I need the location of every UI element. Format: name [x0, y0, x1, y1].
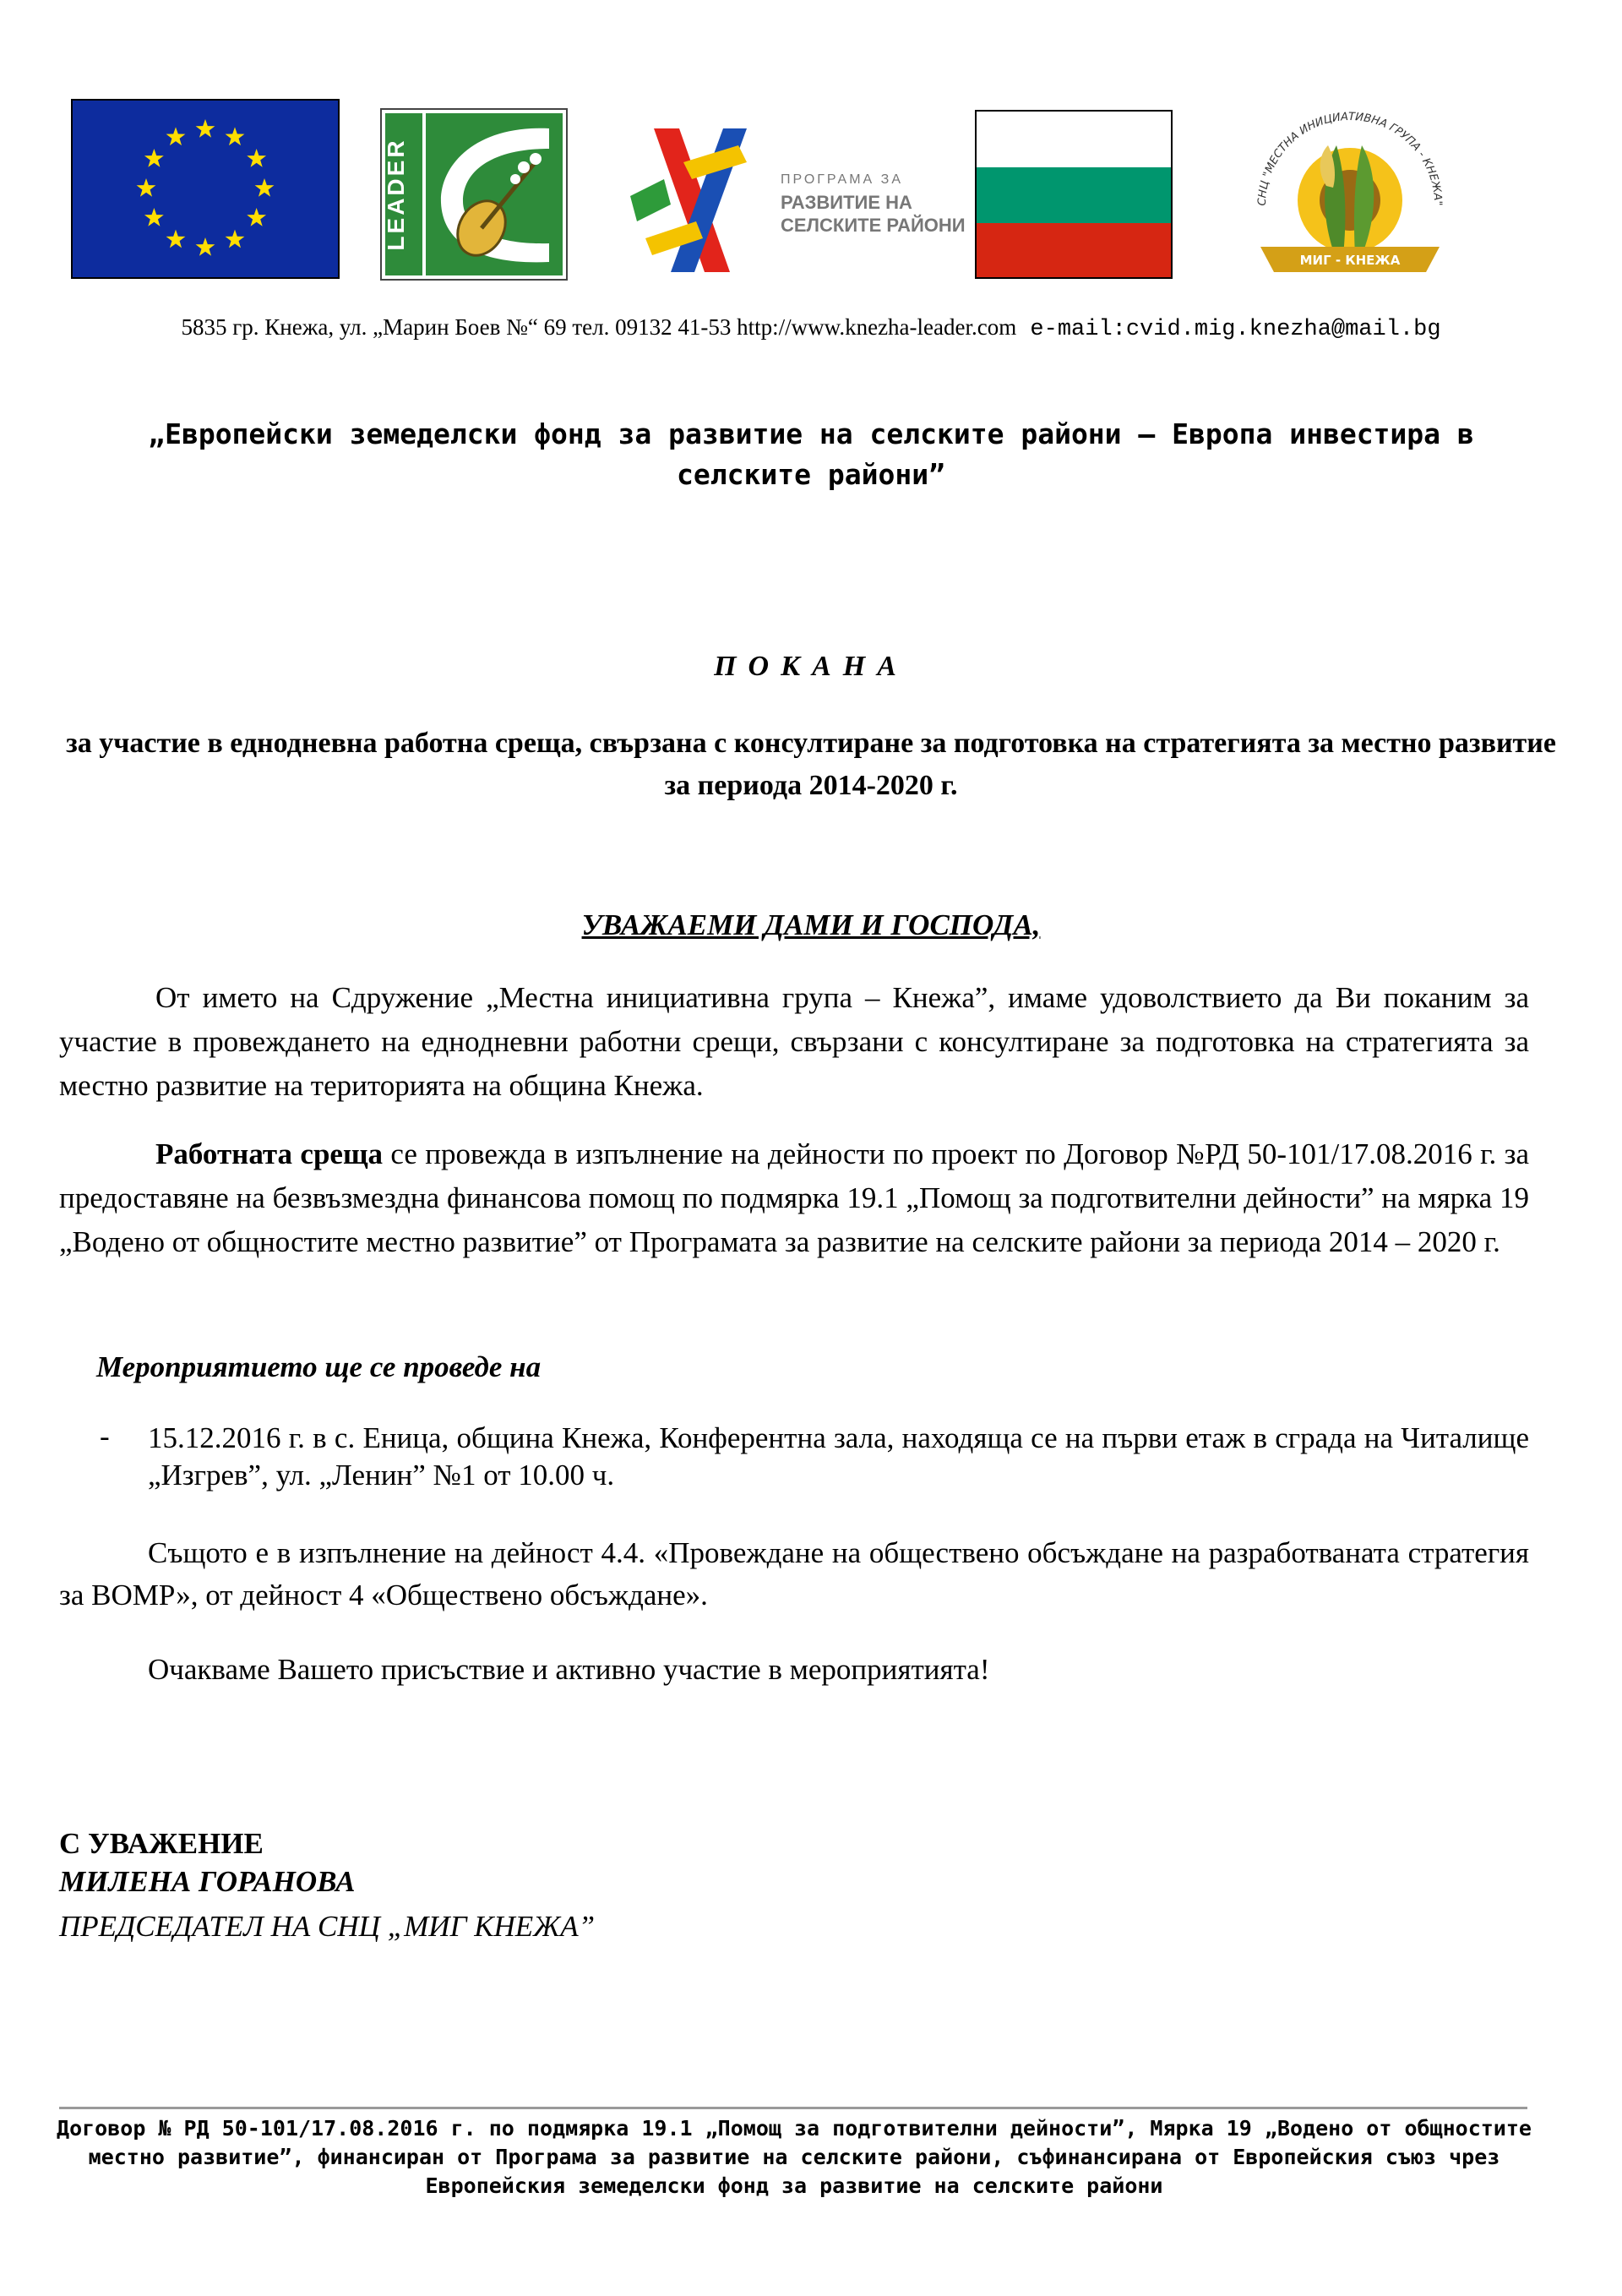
- event-bullet-dash: -: [100, 1420, 110, 1453]
- email-text: e-mail:cvid.mig.knezha@mail.bg: [1016, 317, 1441, 342]
- footer-contract-note: Договор № РД 50-101/17.08.2016 г. по подмярка 19.1 „Помощ за подготвителни дейности”, Мярка 19 „Водено от общностите местно развитие”, финансиран от Програма за развитие на селските райони, съфинансирана от Европейския съюз чрез Европейския земеделски фонд за развитие на селските райони: [57, 2116, 1532, 2198]
- signature-closing: С УВАЖЕНИЕ: [59, 1827, 264, 1860]
- paragraph-project-lead: Работната среща: [155, 1137, 384, 1170]
- rural-development-programme-logo: [620, 112, 1021, 281]
- programme-text-line3: СЕЛСКИТЕ РАЙОНИ: [781, 215, 966, 236]
- salutation: УВАЖАЕМИ ДАМИ И ГОСПОДА,: [581, 908, 1041, 941]
- bulgarian-flag-logo: [975, 110, 1173, 279]
- mig-arc-text: СНЦ "МЕСТНА ИНИЦИАТИВНА ГРУПА - КНЕЖА": [1255, 110, 1445, 206]
- event-label: Мероприятието ще се проведе на: [96, 1350, 542, 1383]
- invitation-title: ПОКАНА: [714, 651, 908, 682]
- signature-name: МИЛЕНА ГОРАНОВА: [59, 1865, 356, 1898]
- invitation-subtitle: за участие в еднодневна работна среща, свързана с консултиране за подготовка на стратегията за местно развитие за периода 2014-2020 г.: [66, 728, 1556, 801]
- paragraph-intro: От името на Сдружение „Местна инициативна група – Кнежа”, имаме удоволствието да Ви поканим за участие в провеждането на еднодневни работни срещи, свързани с консултиране за подготовка на стратегията за местно развитие на територията на община Кнежа.: [59, 981, 1529, 1102]
- footer-divider: [59, 2107, 1527, 2109]
- paragraph-project-rest: се провежда в изпълнение на дейности по проект по Договор №РД 50-101/17.08.2016 г. за предоставяне на безвъзмездна финансова помощ по подмярка 19.1 „Помощ за подготвителни дейности” на мярка 19 „Водено от общностите местно развитие” от Програмата за развитие на селските райони за периода 2014 – 2020 г.: [59, 1137, 1529, 1258]
- contact-address-line: [0, 314, 1622, 342]
- logo-bar: [71, 95, 1465, 285]
- programme-text-line1: ПРОГРАМА ЗА: [781, 172, 903, 187]
- event-details: 15.12.2016 г. в с. Еница, община Кнежа, Конферентна зала, находяща се на първи етаж в сграда на Читалище „Изгрев”, ул. „Ленин” №1 от 10.00 ч.: [148, 1421, 1529, 1492]
- eu-flag-logo: [71, 99, 340, 279]
- paragraph-closing: Очакваме Вашето присъствие и активно участие в мероприятията!: [148, 1653, 990, 1686]
- mig-ribbon-text: МИГ - КНЕЖА: [1299, 253, 1401, 268]
- signature-position: ПРЕДСЕДАТЕЛ НА СНЦ „МИГ КНЕЖА”: [59, 1910, 596, 1943]
- programme-text-line2: РАЗВИТИЕ НА: [781, 192, 912, 213]
- leader-logo: [380, 108, 568, 281]
- paragraph-project: [59, 1132, 1529, 1264]
- address-text: 5835 гр. Кнежа, ул. „Марин Боев №“ 69 тел. 09132 41-53 http://www.knezha-leader.com: [181, 314, 1017, 340]
- leader-logo-text: LEADER: [383, 138, 409, 251]
- mig-knezha-emblem-logo: [1235, 95, 1465, 285]
- fund-heading: „Европейски земеделски фонд за развитие на селските райони – Европа инвестира в селските райони”: [148, 417, 1474, 491]
- paragraph-activity: Същото е в изпълнение на дейност 4.4. «Провеждане на обществено обсъждане на разработваната стратегия за ВОМР», от дейност 4 «Обществено обсъждане».: [59, 1536, 1529, 1612]
